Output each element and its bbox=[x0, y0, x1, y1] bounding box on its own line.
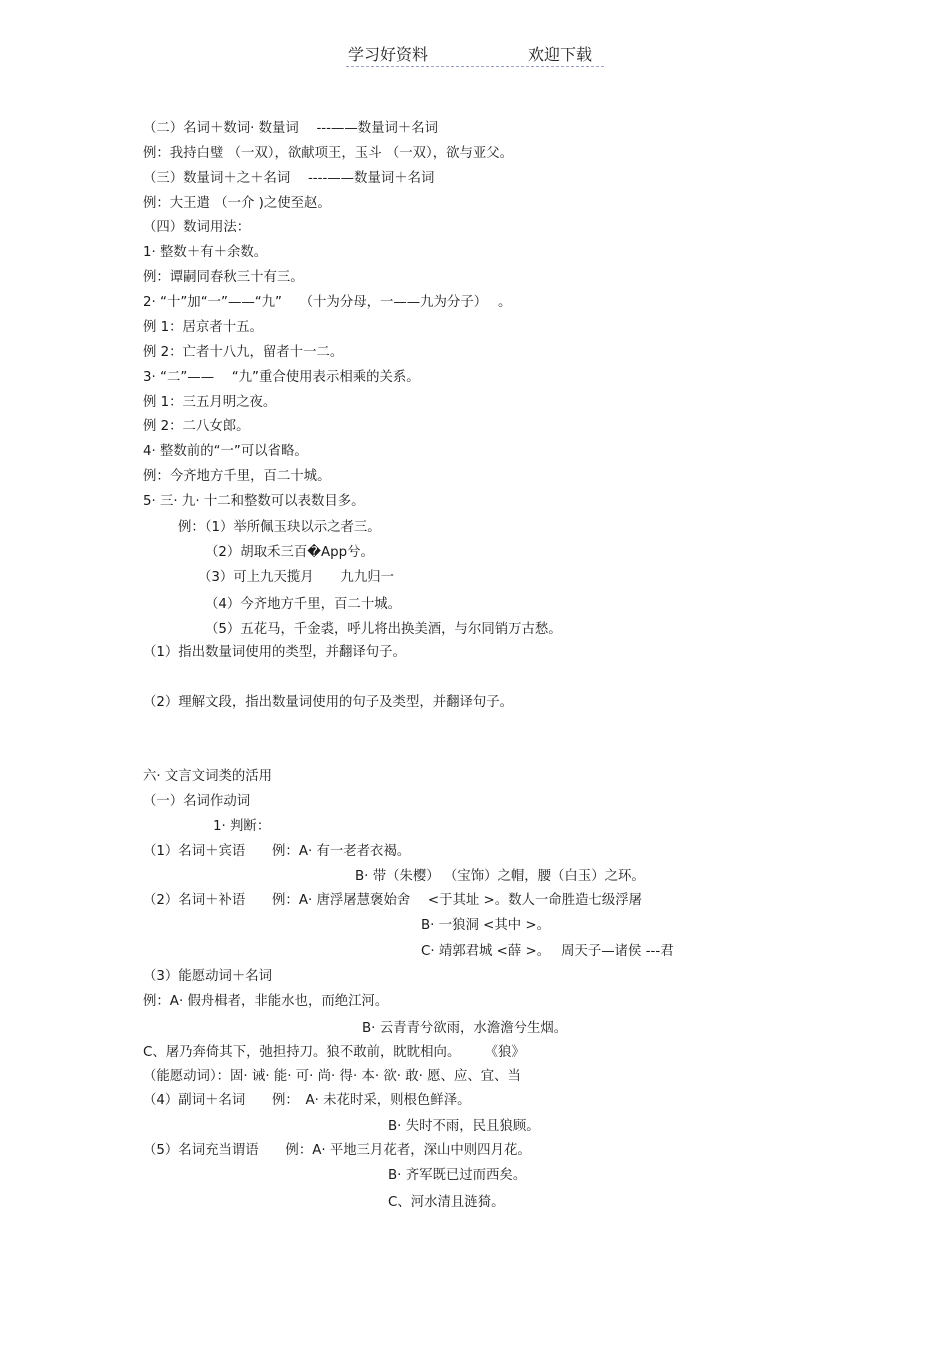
text-line: B· 云青青兮欲雨，水澹澹兮生烟。 bbox=[362, 1021, 568, 1036]
text-line: 5· 三· 九· 十二和整数可以表数目多。 bbox=[143, 494, 365, 509]
text-line: 2· “十”加“一”——“九” （十为分母，一——九为分子） 。 bbox=[143, 295, 512, 310]
text-line: 例：我持白璧 （一双），欲献项王，玉斗 （一双），欲与亚父。 bbox=[143, 146, 514, 161]
text-line: C、屠乃奔倚其下，弛担持刀。狼不敢前，眈眈相向。 《狼》 bbox=[143, 1045, 525, 1060]
text-line: （能愿动词）：固· 诫· 能· 可· 尚· 得· 本· 欲· 敢· 愿、应、宜、当 bbox=[143, 1069, 521, 1084]
text-line: 例：大王遣 （一介 )之使至赵。 bbox=[143, 196, 331, 211]
text-line: B· 失时不雨，民且狼顾。 bbox=[388, 1119, 540, 1134]
text-line: 例：（1）举所佩玉玦以示之者三。 bbox=[178, 520, 381, 535]
text-line: （二）名词＋数词· 数量词 ---——数量词＋名词 bbox=[143, 121, 439, 136]
text-line: （1）名词＋宾语 例：A· 有一老者衣褐。 bbox=[143, 844, 411, 859]
text-line: （3）能愿动词＋名词 bbox=[143, 969, 273, 984]
text-line: 3· “二”—— “九”重合使用表示相乘的关系。 bbox=[143, 370, 420, 385]
text-line: B· 齐军既已过而西矣。 bbox=[388, 1168, 527, 1183]
text-line: （四）数词用法： bbox=[143, 220, 251, 235]
text-line: （2）理解文段，指出数量词使用的句子及类型，并翻译句子。 bbox=[143, 695, 514, 710]
text-line: 例 2：二八女郎。 bbox=[143, 419, 250, 434]
text-line: （3）可上九天揽月 九九归一 bbox=[198, 570, 394, 585]
page-header bbox=[346, 42, 604, 67]
text-line: 例 2：亡者十八九，留者十一二。 bbox=[143, 345, 344, 360]
text-line: B· 带（朱樱） （宝饰）之帽，腰（白玉）之环。 bbox=[355, 869, 645, 884]
text-line: 1· 整数＋有＋余数。 bbox=[143, 245, 268, 260]
text-line: （2）胡取禾三百�App兮。 bbox=[205, 545, 374, 560]
text-line: （4）副词＋名词 例： A· 未花时采，则根色鲜泽。 bbox=[143, 1093, 471, 1108]
text-line: （2）名词＋补语 例：A· 唐浮屠慧褒始舍 <于其址 >。数人一命胜造七级浮屠 bbox=[143, 893, 643, 908]
text-line: 例：今齐地方千里，百二十城。 bbox=[143, 469, 331, 484]
text-line: （一）名词作动词 bbox=[143, 794, 251, 809]
text-line: B· 一狼洞 <其中 >。 bbox=[421, 918, 550, 933]
text-line: （4）今齐地方千里，百二十城。 bbox=[205, 597, 401, 612]
text-line: （5）名词充当谓语 例：A· 平地三月花者，深山中则四月花。 bbox=[143, 1143, 531, 1158]
text-line: （1）指出数量词使用的类型，并翻译句子。 bbox=[143, 645, 406, 660]
text-line: C、河水清且涟猗。 bbox=[388, 1195, 505, 1210]
text-line: 4· 整数前的“一”可以省略。 bbox=[143, 444, 308, 459]
text-line: 例 1：居京者十五。 bbox=[143, 320, 263, 335]
text-line: 六· 文言文词类的活用 bbox=[143, 769, 273, 784]
header-right: 欢迎下载 bbox=[528, 45, 593, 64]
text-line: （5）五花马，千金裘，呼儿将出换美酒，与尔同销万古愁。 bbox=[205, 622, 562, 637]
text-line: 例：谭嗣同春秋三十有三。 bbox=[143, 270, 304, 285]
text-line: 1· 判断： bbox=[213, 819, 271, 834]
header-left: 学习好资料 bbox=[348, 45, 429, 64]
text-line: 例 1：三五月明之夜。 bbox=[143, 395, 277, 410]
text-line: 例：A· 假舟楫者，非能水也，而绝江河。 bbox=[143, 994, 389, 1009]
text-line: C· 靖郭君城 <薛 >。 周天子—诸侯 ---君 bbox=[421, 944, 674, 959]
text-line: （三）数量词＋之＋名词 ----——数量词＋名词 bbox=[143, 171, 435, 186]
